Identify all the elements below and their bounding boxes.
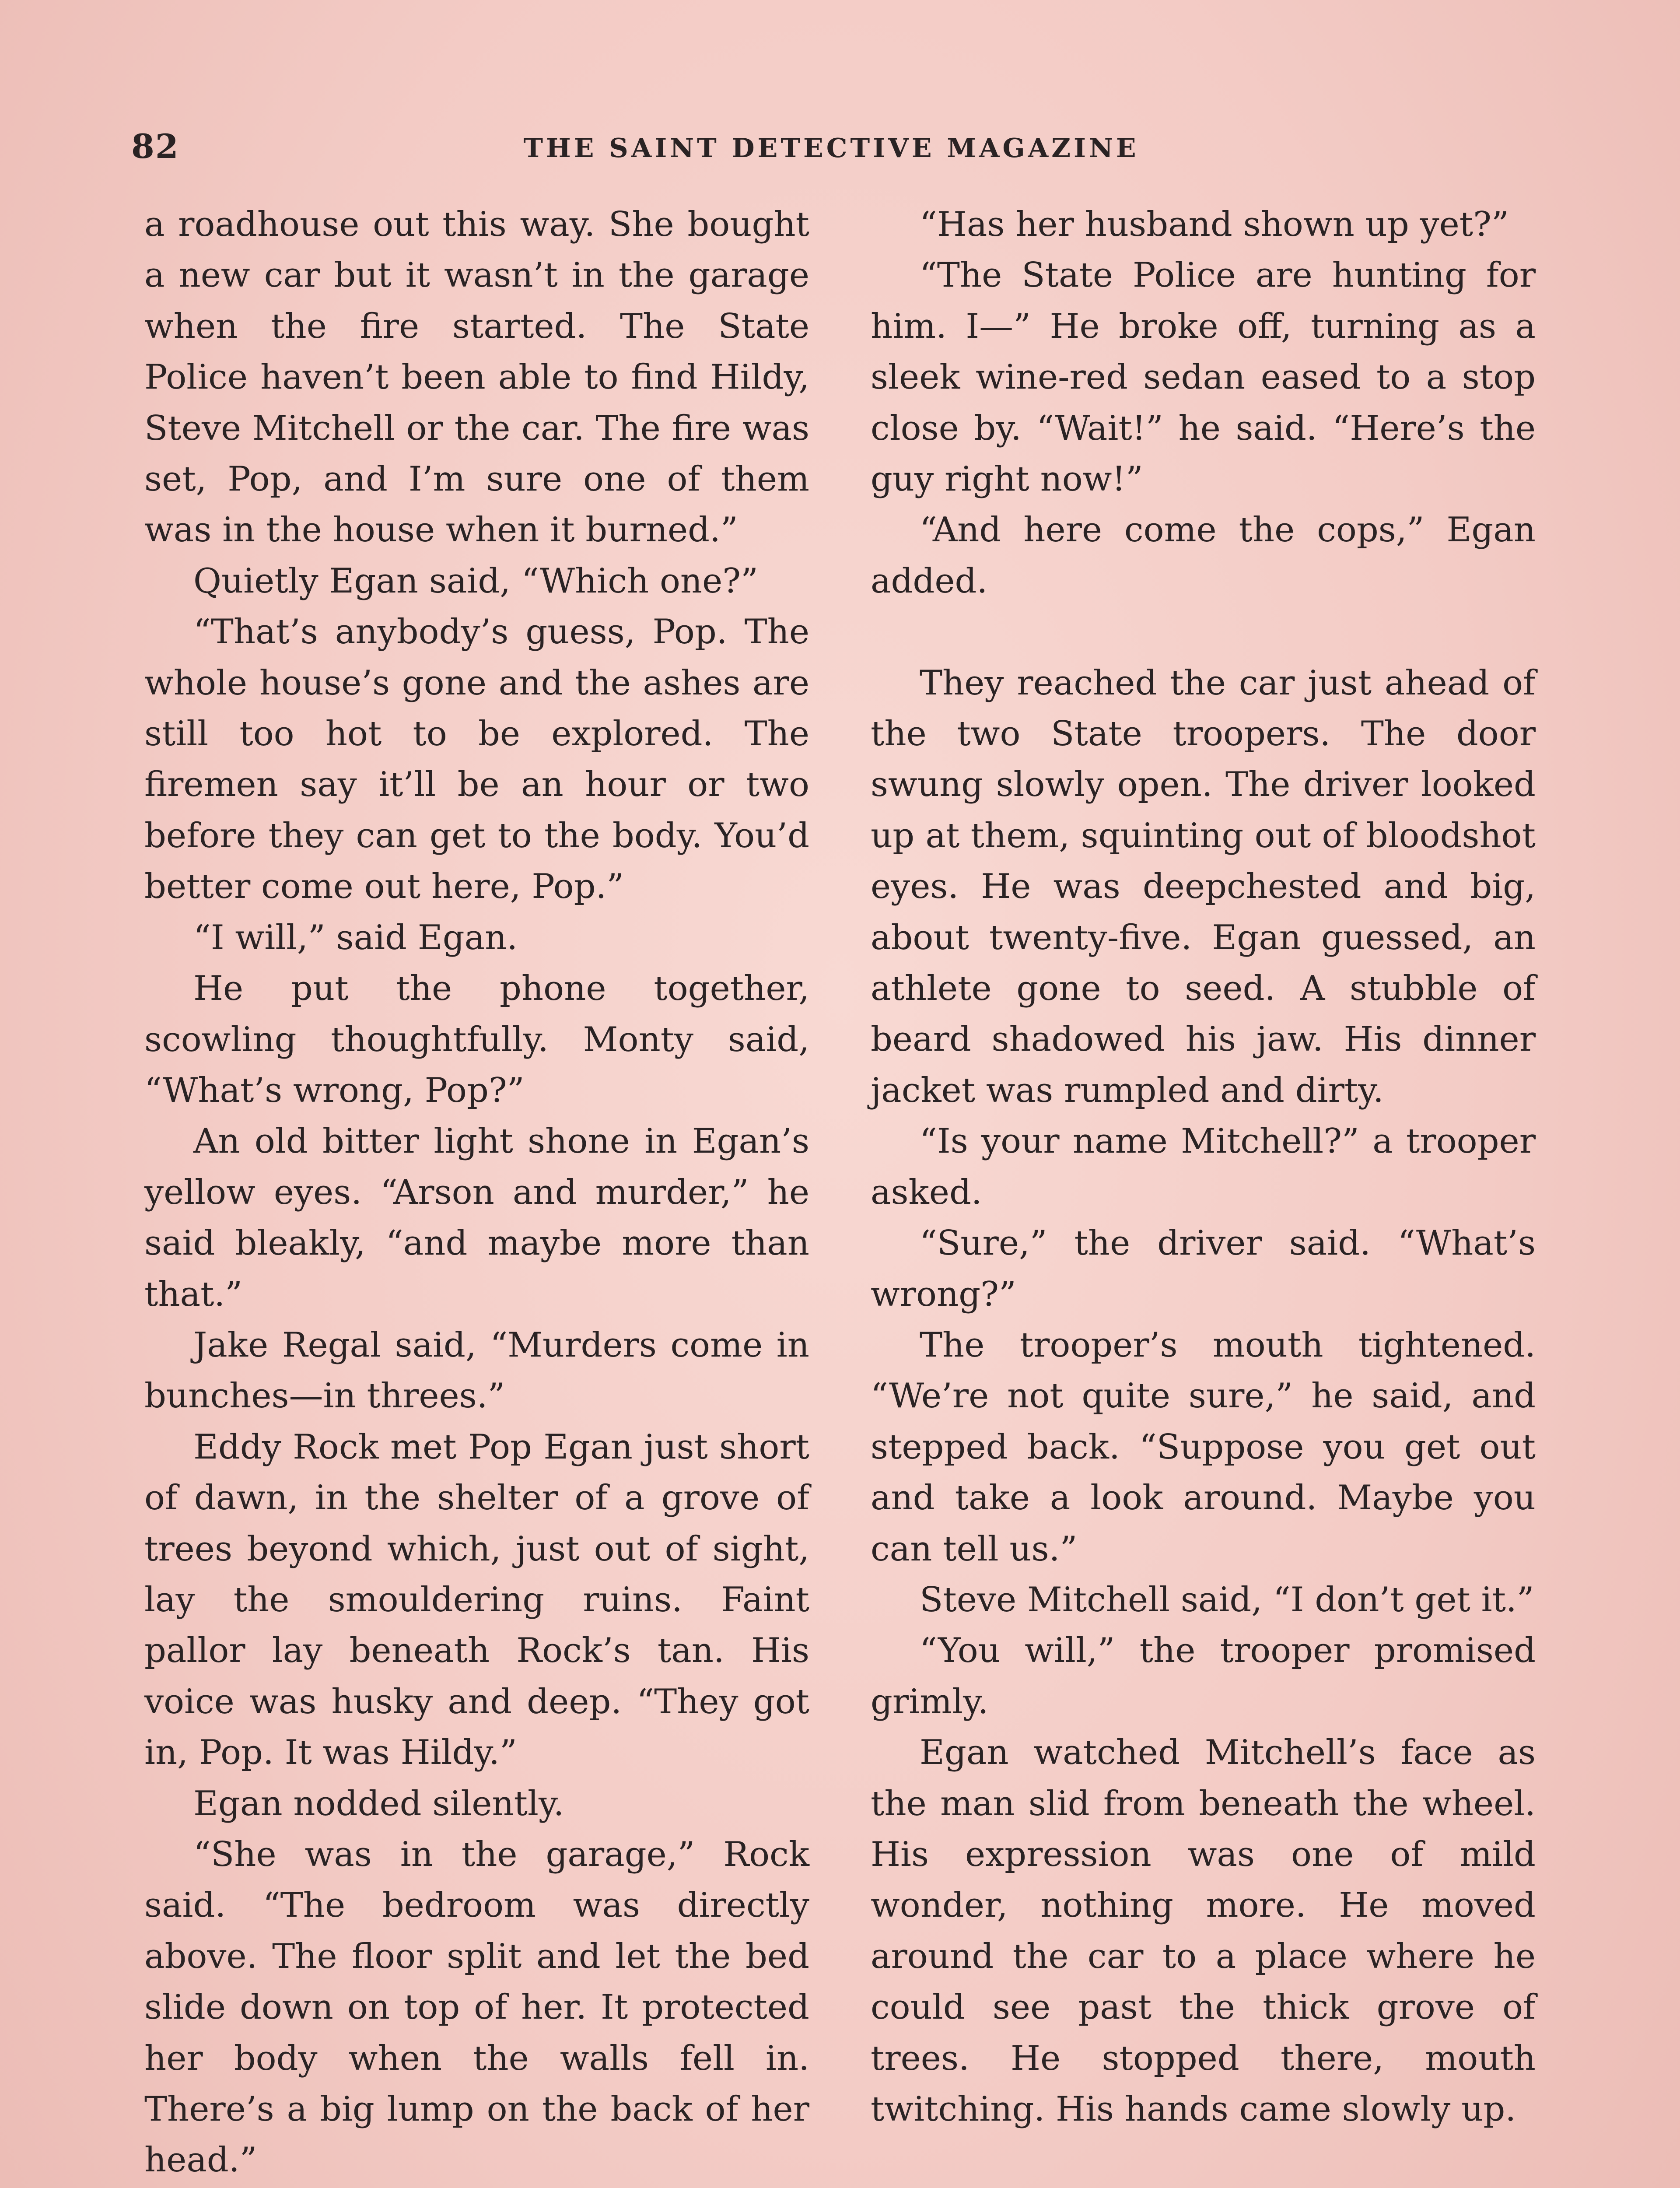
- paragraph: “Is your name Mitchell?” a trooper asked.: [871, 1122, 1536, 1212]
- page-header: [131, 127, 1531, 179]
- page-number: 82: [131, 127, 179, 166]
- paragraph: “Sure,” the driver said. “What’s wrong?”: [871, 1224, 1536, 1314]
- paragraph: “I will,” said Egan.: [193, 918, 518, 957]
- paragraph: He put the phone together, scowling thoughtfully. Monty said, “What’s wrong, Pop?”: [144, 969, 809, 1110]
- paragraph: Jake Regal said, “Murders come in bunches—in threes.”: [144, 1325, 809, 1416]
- paragraph: “She was in the garage,” Rock said. “The bedroom was directly above. The floor split and let the bed slide down on top of her. It protected her body when the walls fell in. There’s a big lump on the back of her head.”: [144, 1835, 809, 2180]
- paragraph: Eddy Rock met Pop Egan just short of dawn, in the shelter of a grove of trees beyond which, just out of sight, lay the smouldering ruins. Faint pallor lay beneath Rock’s tan. His voice was husky and deep. “They got in, Pop. It was Hildy.”: [144, 1427, 809, 1773]
- left-column: [144, 199, 809, 2186]
- paragraph: Steve Mitchell said, “I don’t get it.”: [920, 1580, 1534, 1620]
- paragraph: Egan watched Mitchell’s face as the man slid from beneath the wheel. His expression was one of mild wonder, nothing more. He moved around the car to a place where he could see past the thick grove of trees. He stopped there, mouth twitching. His hands came slowly up.: [871, 1733, 1536, 2129]
- paragraph: a roadhouse out this way. She bought a new car but it wasn’t in the garage when the fire started. The State Police haven’t been able to find Hildy, Steve Mitchell or the car. The fire was set, Pop, and I’m sure one of them was in the house when it burned.”: [144, 205, 809, 550]
- paragraph: “You will,” the trooper promised grimly.: [871, 1631, 1536, 1722]
- paragraph: “The State Police are hunting for him. I—” He broke off, turning as a sleek wine-red sedan eased to a stop close by. “Wait!” he said. “Here’s the guy right now!”: [871, 256, 1536, 499]
- right-column: [871, 199, 1536, 2135]
- paragraph: “Has her husband shown up yet?”: [920, 205, 1509, 244]
- paragraph: Quietly Egan said, “Which one?”: [193, 561, 758, 601]
- running-title: THE SAINT DETECTIVE MAGAZINE: [523, 133, 1139, 164]
- paragraph: They reached the car just ahead of the two State troopers. The door swung slowly open. The driver looked up at them, squinting out of bloodshot eyes. He was deepchested and big, about twenty-five. Egan guessed, an athlete gone to seed. A stubble of beard shadowed his jaw. His dinner jacket was rumpled and dirty.: [871, 663, 1536, 1110]
- paragraph: “That’s anybody’s guess, Pop. The whole house’s gone and the ashes are still too hot to be explored. The firemen say it’ll be an hour or two before they can get to the body. You’d better come out here, Pop.”: [144, 612, 809, 907]
- paragraph: The trooper’s mouth tightened. “We’re not quite sure,” he said, and stepped back. “Suppose you get out and take a look around. Maybe you can tell us.”: [871, 1325, 1536, 1569]
- paragraph: An old bitter light shone in Egan’s yellow eyes. “Arson and murder,” he said bleakly, “and maybe more than that.”: [144, 1122, 809, 1314]
- text-columns: [144, 199, 1536, 2188]
- paragraph: Egan nodded silently.: [193, 1784, 564, 1823]
- paragraph: “And here come the cops,” Egan added.: [871, 510, 1536, 601]
